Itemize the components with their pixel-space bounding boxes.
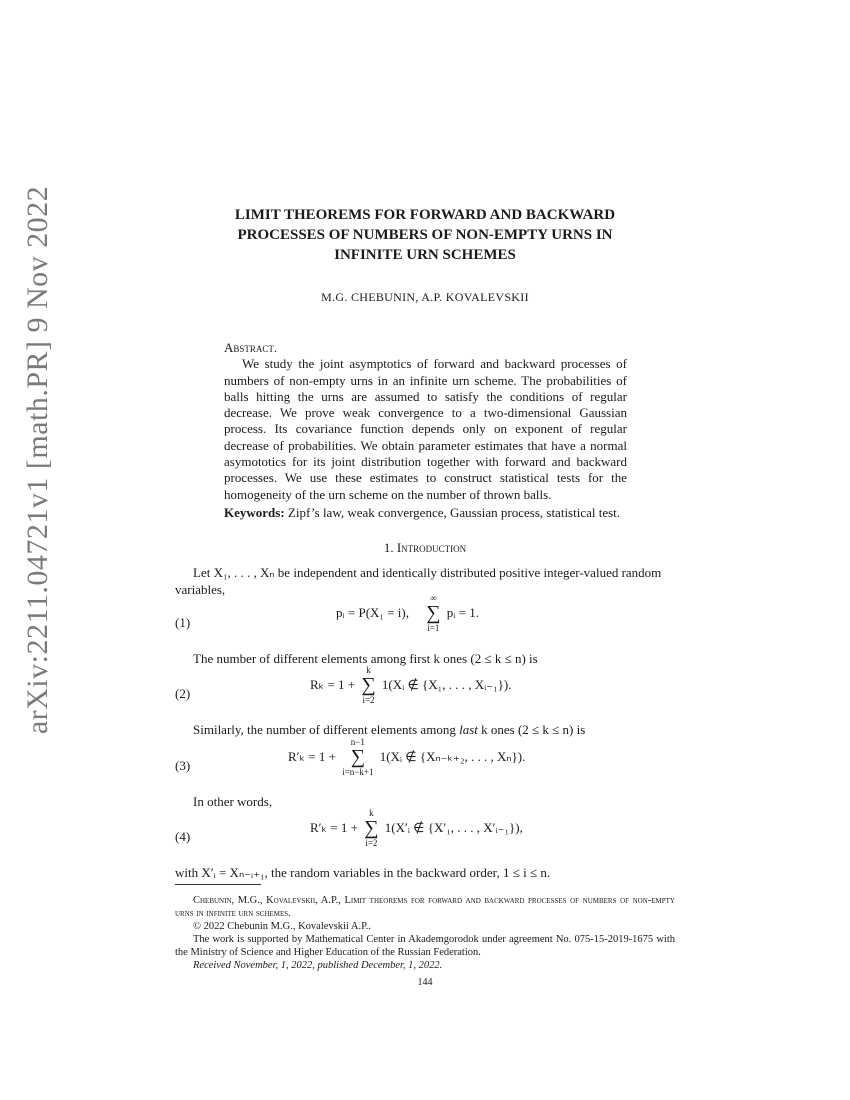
footnote-received: Received November, 1, 2022, published December, 1, 2022. [193, 960, 443, 971]
sum-symbol: ∑ [426, 602, 441, 624]
equation-1-left: pᵢ = P(X₁ = i), [336, 605, 409, 620]
equation-4-left: R′ₖ = 1 + [310, 820, 358, 835]
paragraph-1: Let X₁, . . . , Xₙ be independent and identically distributed positive integer-valued random variables, [175, 565, 662, 597]
equation-1-sum-bottom: i=1 [427, 623, 440, 633]
paper-title [175, 205, 675, 265]
footnotes [175, 894, 675, 972]
abstract [224, 340, 627, 521]
title-line-1: LIMIT THEOREMS FOR FORWARD AND BACKWARD [234, 207, 616, 223]
page-number: 144 [417, 977, 433, 988]
equation-2-left: Rₖ = 1 + [310, 677, 356, 692]
equation-4-sum-top: k [369, 808, 374, 818]
equation-2-sum-bottom: i=2 [362, 695, 375, 705]
paragraph-3-start: Similarly, the number of different elements among [193, 722, 460, 737]
authors: M.G. CHEBUNIN, A.P. KOVALEVSKII [321, 290, 529, 304]
equation-3 [288, 737, 525, 777]
paragraph-3-emphasis: last [459, 722, 478, 737]
paragraph-5: with X′ᵢ = Xₙ₋ᵢ₊₁, the random variables in the backward order, 1 ≤ i ≤ n. [175, 865, 551, 880]
equation-1-sum [426, 593, 440, 633]
equation-3-sum [342, 737, 373, 777]
equation-3-sum-top: n−1 [350, 737, 365, 747]
paragraph-4: In other words, [193, 794, 273, 809]
footnote-support: The work is supported by Mathematical Center in Akademgorodok under agreement No. 075-15-2019-1675 with the Ministry of Science and Higher Education of the Russian Federation. [175, 934, 675, 958]
equation-3-left: R′ₖ = 1 + [288, 749, 336, 764]
equation-4-sum-bottom: i=2 [365, 838, 378, 848]
title-line-2: PROCESSES OF NUMBERS OF NON-EMPTY URNS IN [237, 227, 613, 243]
abstract-heading: Abstract. [224, 340, 278, 355]
equation-2-sum-top: k [366, 665, 371, 675]
equation-1-number: (1) [175, 615, 191, 630]
paragraph-3-end: k ones (2 ≤ k ≤ n) is [477, 722, 586, 737]
footnote-copyright: © 2022 Chebunin M.G., Kovalevskii A.P.. [193, 921, 372, 932]
equation-4-number: (4) [175, 829, 191, 844]
sum-symbol: ∑ [364, 817, 379, 839]
keywords-text: Zipf’s law, weak convergence, Gaussian process, statistical test. [287, 504, 621, 520]
equation-2-sum [361, 665, 375, 705]
arxiv-sidebar [8, 185, 68, 735]
equation-1-right: pᵢ = 1. [446, 605, 479, 620]
equation-4-right: 1(X′ᵢ ∉ {X′₁, . . . , X′ᵢ₋₁}), [384, 820, 523, 835]
sum-symbol: ∑ [350, 746, 365, 768]
equation-1-sum-top: ∞ [430, 593, 437, 603]
keywords [224, 505, 627, 521]
footnote-citation: Chebunin, M.G., Kovalevskii, A.P., Limit theorems for forward and backward processes of numbers of non-empty urns in infinite urn schemes. [175, 895, 675, 919]
paragraph-2: The number of different elements among first k ones (2 ≤ k ≤ n) is [193, 651, 538, 666]
sum-symbol: ∑ [361, 674, 376, 696]
equation-2-right: 1(Xᵢ ∉ {X₁, . . . , Xᵢ₋₁}). [381, 677, 512, 692]
abstract-body: We study the joint asymptotics of forward and backward processes of numbers of non-empty urns in an infinite urn scheme. The probabilities of balls hitting the urns are assumed to satisfy the conditions of regular decrease. We prove weak convergence to a two-dimensional Gaussian process. Its covariance function depends only on exponent of regular decrease of probabilities. We obtain parameter estimates that have a normal asymototics for its joint distribution together with forward and backward processes. We use these estimates to construct statistical tests for the homogeneity of the urn scheme on the number of thrown balls. [224, 356, 627, 502]
equation-3-right: 1(Xᵢ ∉ {Xₙ₋ₖ₊₂, . . . , Xₙ}). [379, 749, 526, 764]
section-heading: 1. Introduction [383, 540, 467, 555]
keywords-label: Keywords: [224, 504, 285, 520]
equation-2 [310, 665, 511, 705]
title-line-3: INFINITE URN SCHEMES [334, 247, 516, 263]
arxiv-identifier: arXiv:2211.04721v1 [math.PR] 9 Nov 2022 [21, 185, 54, 735]
equation-4 [310, 808, 523, 848]
paragraph-3 [175, 721, 675, 738]
equation-3-sum-bottom: i=n−k+1 [342, 767, 374, 777]
equation-2-number: (2) [175, 686, 191, 701]
footnote-divider [175, 884, 261, 885]
equation-4-sum [364, 808, 378, 848]
equation-3-number: (3) [175, 758, 191, 773]
equation-1 [336, 593, 479, 633]
